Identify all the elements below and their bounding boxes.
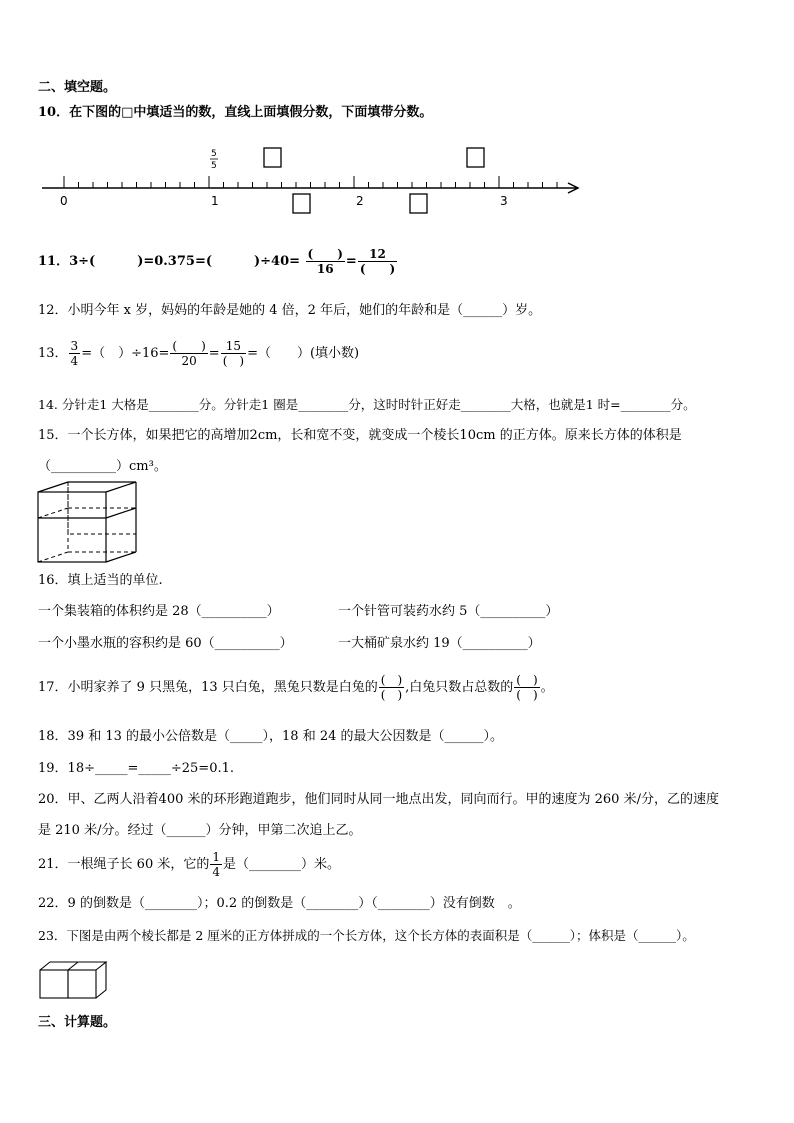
- question-14: 14. 分针走1 大格是________分。分针走1 圈是________分，这时时针正好走________大格，也就是1 时=________分。: [38, 397, 696, 412]
- q16-item: 一个小墨水瓶的容积约是 60（__________）: [38, 636, 293, 651]
- answer-box[interactable]: [410, 194, 427, 213]
- question-11: [38, 246, 398, 278]
- question-18: 18．39 和 13 的最小公倍数是（_____），18 和 24 的最大公因数是（______）。: [38, 729, 504, 744]
- q16-item: 一个针管可装药水约 5（__________）: [338, 604, 559, 619]
- equals-sign: =: [208, 346, 220, 361]
- fraction: $\frac{( )}{( )}$: [380, 673, 403, 702]
- q11-part: )=0.375=(: [137, 254, 212, 269]
- tick-label: 2: [356, 194, 364, 208]
- question-21: [38, 849, 340, 881]
- answer-box[interactable]: [264, 148, 281, 167]
- question-22: 22．9 的倒数是（________）；0.2 的倒数是（________）（________）没有倒数 。: [38, 896, 521, 911]
- q11-part: 11．3÷(: [38, 254, 96, 269]
- q21-part: 21．一根绳子长 60 米，它的: [38, 857, 210, 872]
- cuboid-figure: [36, 480, 140, 564]
- q11-part: )÷40=: [253, 254, 301, 269]
- question-10: 10．在下图的□中填适当的数，直线上面填假分数，下面填带分数。: [38, 105, 433, 120]
- question-16: 16．填上适当的单位.: [38, 573, 163, 588]
- q16-item: 一个集装箱的体积约是 28（__________）: [38, 604, 280, 619]
- tick-label: 0: [60, 194, 68, 208]
- question-20-line2: 是 210 米/分。经过（______）分钟，甲第二次追上乙。: [38, 823, 362, 838]
- tick-label: 3: [500, 194, 508, 208]
- answer-box[interactable]: [293, 194, 310, 213]
- fraction: $\frac{3}{4}$: [70, 339, 79, 368]
- q16-item: 一大桶矿泉水约 19（__________）: [338, 636, 541, 651]
- question-23: 23．下图是由两个棱长都是 2 厘米的正方体拼成的一个长方体，这个长方体的表面积是（______）；体积是（______）。: [38, 928, 695, 943]
- q13-number: 13．: [38, 346, 68, 361]
- q13-part: =（ ）(填小数): [247, 346, 360, 361]
- question-19: 19．18÷_____=_____÷25=0.1.: [38, 761, 235, 776]
- section-heading: 三、计算题。: [38, 1015, 117, 1030]
- question-17: [38, 672, 554, 704]
- fraction: $\frac{( )}{20}$: [172, 339, 206, 368]
- two-cubes-figure: [38, 960, 110, 1002]
- fraction-numerator: 5: [211, 149, 217, 159]
- fraction: $\frac{12}{( )}$: [359, 247, 396, 276]
- question-20-line1: 20．甲、乙两人沿着400 米的环形跑道跑步，他们同时从同一地点出发，同向而行。甲的速度为 260 米/分，乙的速度: [38, 792, 719, 807]
- question-15-line2: （__________）cm³。: [38, 459, 167, 474]
- q17-part: 17．小明家养了 9 只黑兔，13 只白兔，黑兔只数是白兔的: [38, 680, 378, 695]
- fraction-denominator: 5: [211, 161, 217, 171]
- question-15-line1: 15．一个长方体，如果把它的高增加2cm，长和宽不变，就变成一个棱长10cm 的正方体。原来长方体的体积是: [38, 428, 682, 443]
- q13-part: =（ ）÷16=: [81, 346, 170, 361]
- q21-part: 是（________）米。: [223, 857, 341, 872]
- fraction: $\frac{( )}{16}$: [307, 247, 343, 276]
- fraction: $\frac{1}{4}$: [212, 850, 220, 879]
- q17-part: 。: [540, 680, 554, 695]
- fraction: $\frac{15}{( )}$: [222, 339, 245, 368]
- section-heading: 二、填空题。: [38, 80, 117, 95]
- question-13: [38, 338, 359, 370]
- tick-label: 1: [211, 194, 219, 208]
- number-line: [0, 140, 794, 220]
- fraction: $\frac{( )}{( )}$: [516, 673, 538, 702]
- answer-box[interactable]: [467, 148, 484, 167]
- equals-sign: =: [345, 254, 357, 269]
- q17-part: ,白兔只数占总数的: [405, 680, 514, 695]
- question-12: 12．小明今年 x 岁，妈妈的年龄是她的 4 倍，2 年后，她们的年龄和是（______）岁。: [38, 303, 542, 318]
